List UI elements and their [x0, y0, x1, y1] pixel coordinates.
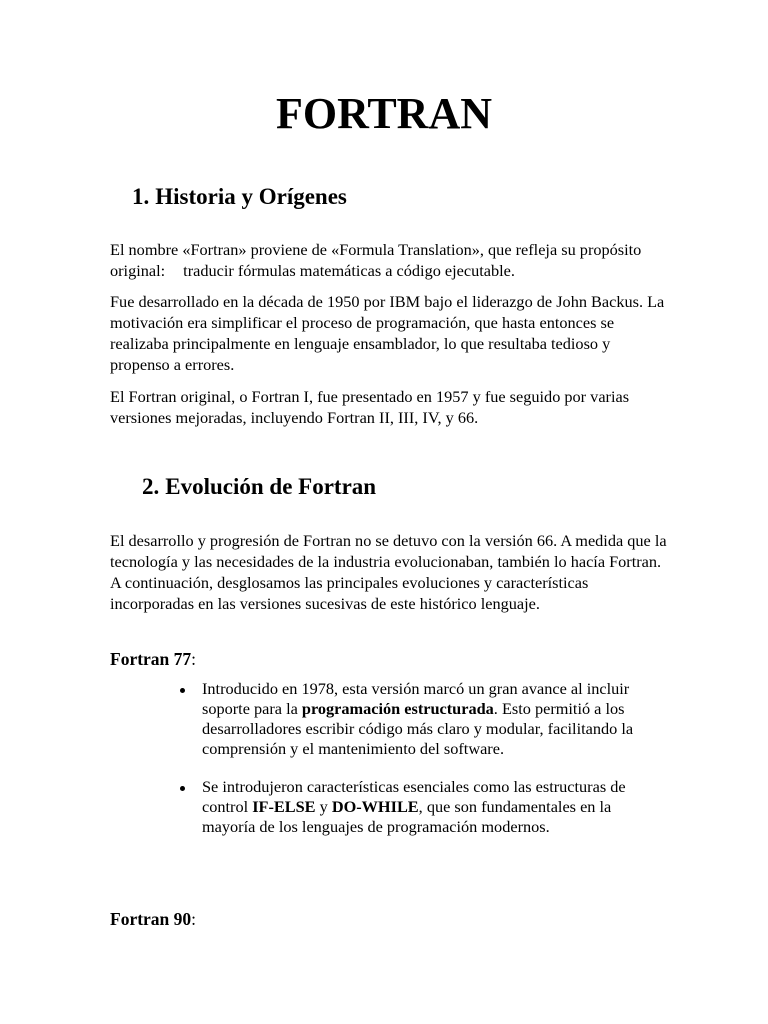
section-heading-text: Historia y Orígenes [155, 184, 347, 209]
list-item-text: , que son fundamentales en la mayoría de los lenguajes de programación modernos. [202, 797, 612, 836]
section-heading-evolucion [142, 472, 376, 502]
list-item-emphasis: DO-WHILE [331, 797, 419, 816]
section-heading-historia [132, 182, 347, 212]
section-number: 1. [132, 184, 150, 209]
subheading-label: Fortran 77 [110, 649, 192, 669]
list-item-text: Se introdujeron características esenciales como las estructuras de control [202, 777, 626, 816]
list-item-text: Introducido en 1978, esta versión marcó un gran avance al incluir soporte para la [202, 679, 630, 718]
paragraph-text: El nombre «Fortran» proviene de «Formula Translation», que refleja su propósito original: [110, 240, 642, 280]
bullet-icon [180, 688, 185, 693]
list-item [176, 679, 656, 759]
paragraph-nombre [110, 239, 670, 281]
subheading-colon: : [191, 649, 197, 669]
bullet-list-fortran-77 [176, 679, 656, 837]
paragraph-text: traducir fórmulas matemáticas a código ejecutable. [183, 261, 515, 280]
section-number: 2. [142, 474, 160, 499]
list-item-text: y [315, 797, 332, 816]
subheading-fortran-77 [110, 648, 196, 670]
list-item-text: . Esto permitió a los desarrolladores escribir código más claro y modular, facilitando la comprensión y el mantenimiento del software. [202, 699, 634, 758]
bullet-icon [180, 786, 185, 791]
document-title: FORTRAN [275, 89, 492, 138]
paragraph-desarrollo: Fue desarrollado en la década de 1950 por IBM bajo el liderazgo de John Backus. La motivación era simplificar el proceso de programación, que hasta entonces se realizaba principalmente en lenguaje ensamblador, lo que resultaba tedioso y propenso a errores. [110, 292, 665, 374]
section-heading-text: Evolución de Fortran [165, 474, 377, 499]
paragraph-fortran-original: El Fortran original, o Fortran I, fue presentado en 1957 y fue seguido por varias versiones mejoradas, incluyendo Fortran II, III, IV, y 66. [110, 387, 630, 427]
subheading-label: Fortran 90 [110, 909, 192, 929]
list-item-emphasis: IF-ELSE [252, 797, 316, 816]
subheading-fortran-90 [110, 908, 196, 930]
list-item-emphasis: programación estructurada [301, 699, 494, 718]
paragraph-evolucion: El desarrollo y progresión de Fortran no se detuvo con la versión 66. A medida que la tecnología y las necesidades de la industria evolucionaban, también lo hacía Fortran. A continuación, desglosamos las principales evoluciones y características incorporadas en las versiones sucesivas de este histórico lenguaje. [110, 531, 667, 613]
subheading-colon: : [191, 909, 197, 929]
list-item [176, 777, 656, 837]
